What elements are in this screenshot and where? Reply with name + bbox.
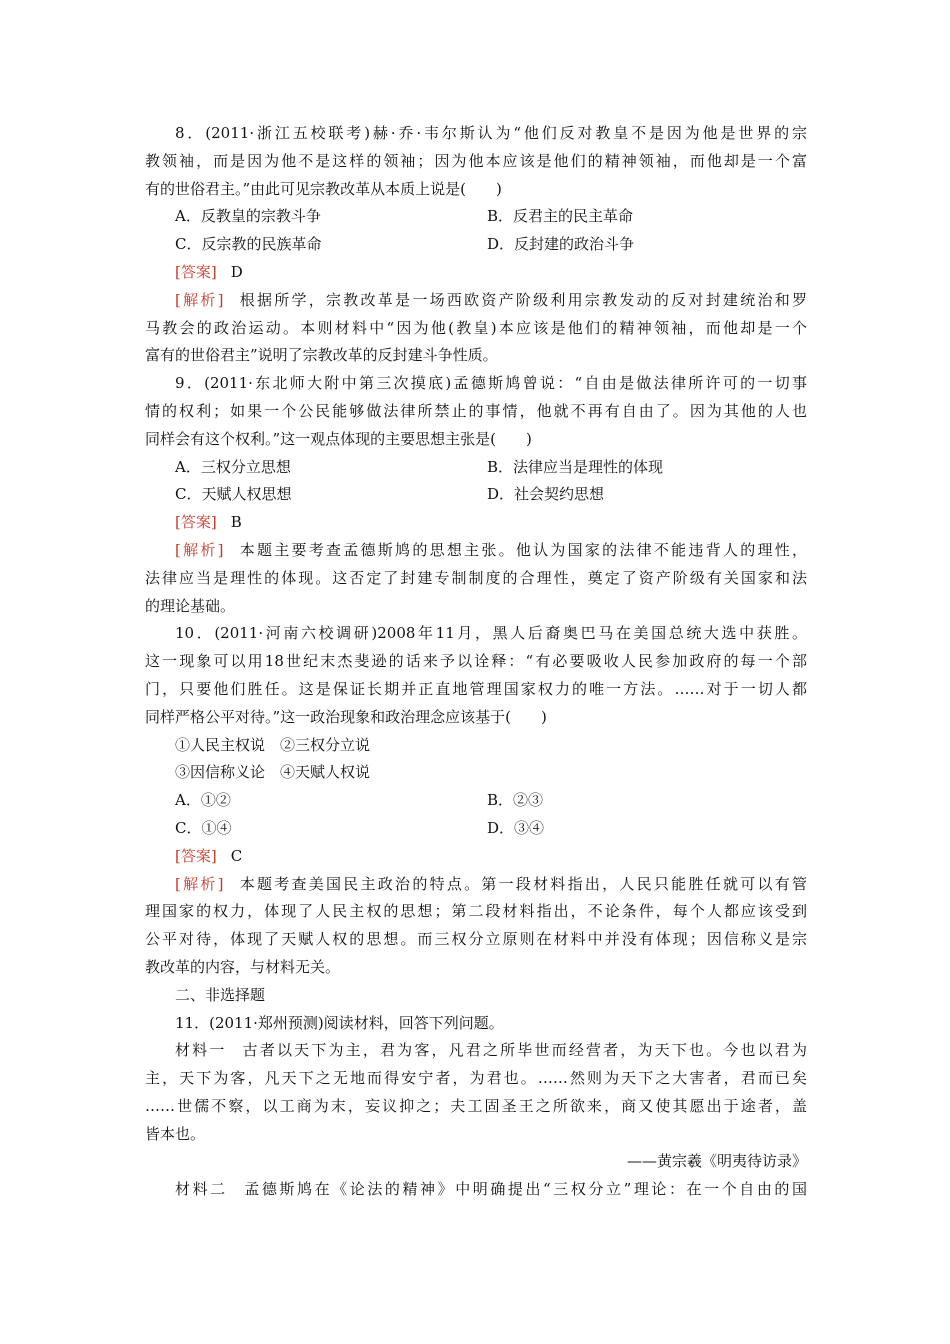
statement-items: ③因信称义论 ④天赋人权说 bbox=[175, 763, 371, 782]
analysis-line: 富有的世俗君主”说明了宗教改革的反封建斗争性质。 bbox=[145, 346, 498, 365]
options-row bbox=[145, 203, 807, 231]
answer-value: B bbox=[230, 513, 242, 532]
analysis-line: 理国家的权力，体现了人民主权的思想；第二段材料指出，不论条件，每个人都应该受到 bbox=[145, 902, 807, 921]
answer-tag: [答案] bbox=[175, 846, 217, 865]
analysis-tag: [解析] bbox=[175, 540, 224, 559]
statement-items: ①人民主权说 ②三权分立说 bbox=[175, 735, 371, 754]
question-stem-line: 8．(2011·浙江五校联考)赫·乔·韦尔斯认为“他们反对教皇不是因为他是世界的宗 bbox=[175, 124, 807, 142]
question-9 bbox=[145, 370, 807, 620]
material-2-label: 材料二 bbox=[175, 1180, 228, 1199]
page-content bbox=[145, 120, 807, 1204]
option-b: B．法律应当是理性的体现 bbox=[487, 457, 664, 476]
material-line: 主，天下为客，凡天下之无地而得安宁者，为君也。……然则为天下之大害者，君而已矣 bbox=[145, 1069, 807, 1088]
question-10 bbox=[145, 620, 807, 981]
options-row bbox=[145, 815, 807, 843]
options-row bbox=[145, 231, 807, 259]
material-2-text: 孟德斯鸠在《论法的精神》中明确提出“三权分立”理论：在一个自由的国 bbox=[241, 1180, 807, 1199]
option-d: D．社会契约思想 bbox=[487, 485, 605, 504]
analysis-text: 根据所学，宗教改革是一场西欧资产阶级利用宗教发动的反对封建统治和罗 bbox=[237, 290, 807, 309]
answer-value: D bbox=[230, 262, 243, 281]
question-stem-line: 情的权利；如果一个公民能够做法律所禁止的事情，他就不再有自由了。因为其他的人也 bbox=[145, 401, 807, 420]
question-stem-line: 同样严格公平对待。”这一政治现象和政治理念应该基于( ) bbox=[145, 707, 547, 726]
analysis-text: 本题主要考查孟德斯鸠的思想主张。他认为国家的法律不能违背人的理性， bbox=[237, 540, 807, 559]
question-stem-line: 这一现象可以用18世纪末杰斐逊的话来予以诠释：“有必要吸收人民参加政府的每一个部 bbox=[145, 652, 807, 671]
analysis-line: 马教会的政治运动。本则材料中“因为他(教皇)本应该是他们的精神领袖，而他却是一个 bbox=[145, 318, 807, 337]
option-a: A．三权分立思想 bbox=[175, 457, 291, 476]
option-d: D．③④ bbox=[487, 818, 545, 837]
analysis-line: 教改革的内容，与材料无关。 bbox=[145, 957, 341, 976]
analysis-line: 的理论基础。 bbox=[145, 596, 236, 615]
analysis-tag: [解析] bbox=[175, 874, 224, 893]
analysis-line bbox=[145, 871, 807, 899]
material-1-source: ——黄宗羲《明夷待访录》 bbox=[626, 1152, 807, 1171]
options-row bbox=[145, 481, 807, 509]
material-1-text: 古者以天下为主，君为客，凡君之所毕世而经营者，为天下也。今也以君为 bbox=[240, 1041, 807, 1060]
analysis-tag: [解析] bbox=[175, 290, 224, 309]
option-b: B．反君主的民主革命 bbox=[487, 207, 634, 226]
option-c: C．①④ bbox=[175, 818, 232, 837]
question-stem-line: 教领袖，而是因为他不是这样的领袖；因为他本应该是他们的精神领袖，而他却是一个富 bbox=[145, 151, 807, 170]
answer-tag: [答案] bbox=[175, 262, 217, 281]
material-line: 皆本也。 bbox=[145, 1124, 206, 1143]
question-stem-line: 11．(2011·郑州预测)阅读材料，回答下列问题。 bbox=[175, 1013, 504, 1032]
answer-line bbox=[145, 259, 807, 287]
option-a: A．①② bbox=[175, 791, 231, 810]
material-line bbox=[145, 1037, 807, 1065]
question-11 bbox=[145, 1010, 807, 1205]
option-b: B．②③ bbox=[487, 791, 544, 810]
question-stem-line: 有的世俗君主。”由此可见宗教改革从本质上说是( ) bbox=[145, 179, 502, 198]
analysis-line bbox=[145, 537, 807, 565]
analysis-text: 本题考查美国民主政治的特点。第一段材料指出，人民只能胜任就可以有管 bbox=[237, 874, 807, 893]
answer-value: C bbox=[230, 846, 243, 865]
options-row bbox=[145, 787, 807, 815]
answer-line bbox=[145, 509, 807, 537]
options-row bbox=[145, 454, 807, 482]
option-c: C．天赋人权思想 bbox=[175, 485, 292, 504]
option-c: C．反宗教的民族革命 bbox=[175, 235, 322, 254]
question-stem-line: 同样会有这个权利。”这一观点体现的主要思想主张是( ) bbox=[145, 429, 532, 448]
question-stem-line: 门，只要他们胜任。这是保证长期并正直地管理国家权力的唯一方法。……对于一切人都 bbox=[145, 679, 807, 698]
section-heading: 二、非选择题 bbox=[175, 985, 266, 1004]
option-d: D．反封建的政治斗争 bbox=[487, 235, 635, 254]
question-8 bbox=[145, 120, 807, 370]
option-a: A．反教皇的宗教斗争 bbox=[175, 207, 321, 226]
answer-line bbox=[145, 843, 807, 871]
analysis-line: 公平对待，体现了天赋人权的思想。而三权分立原则在材料中并没有体现；因信称义是宗 bbox=[145, 930, 807, 949]
answer-tag: [答案] bbox=[175, 513, 217, 532]
analysis-line: 法律应当是理性的体现。这否定了封建专制制度的合理性，奠定了资产阶级有关国家和法 bbox=[145, 568, 807, 587]
question-stem-line: 9．(2011·东北师大附中第三次摸底)孟德斯鸠曾说：“自由是做法律所许可的一切事 bbox=[175, 374, 807, 393]
material-line: ……世儒不察，以工商为末，妄议抑之；夫工固圣王之所欲来，商又使其愿出于途者，盖 bbox=[145, 1096, 807, 1115]
material-line bbox=[145, 1176, 807, 1204]
question-stem-line: 10．(2011·河南六校调研)2008年11月，黑人后裔奥巴马在美国总统大选中获胜。 bbox=[175, 624, 807, 643]
analysis-line bbox=[145, 287, 807, 315]
material-1-label: 材料一 bbox=[175, 1041, 227, 1060]
